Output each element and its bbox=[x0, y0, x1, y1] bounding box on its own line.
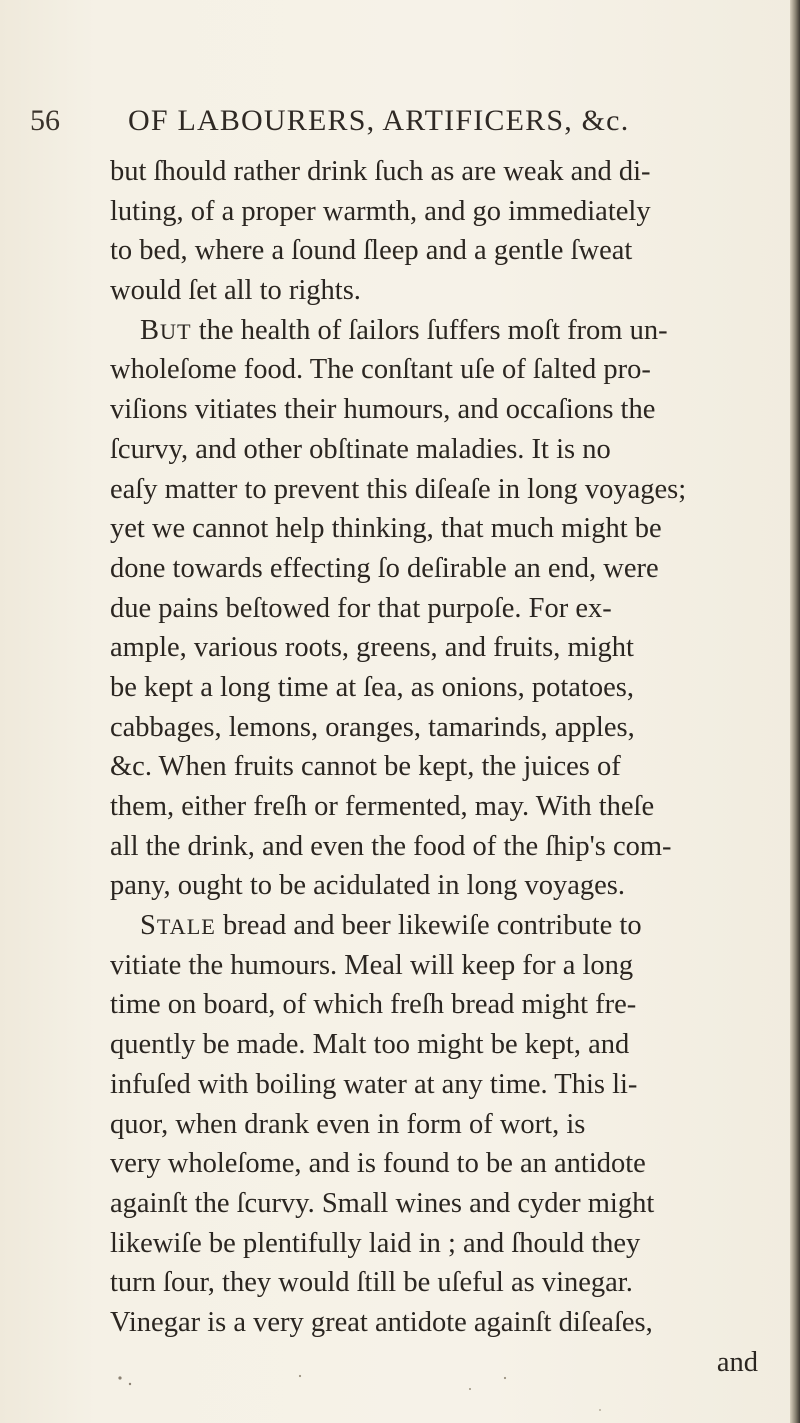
text-line: ample, various roots, greens, and fruits, might bbox=[110, 632, 634, 664]
text-line: cabbages, lemons, oranges, tamarinds, apples, bbox=[110, 711, 635, 743]
paragraph-lead-word bbox=[140, 910, 216, 941]
page-number: 56 bbox=[30, 104, 60, 137]
text-line: pany, ought to be acidulated in long voyages. bbox=[110, 870, 625, 902]
text-line: done towards effecting ſo deſirable an end, were bbox=[110, 552, 659, 584]
text-line: luting, of a proper warmth, and go immediately bbox=[110, 195, 651, 227]
text-line: due pains beſtowed for that purpoſe. For ex- bbox=[110, 592, 612, 624]
text-line: would ſet all to rights. bbox=[110, 275, 361, 307]
lead-small-caps: TALE bbox=[156, 914, 216, 940]
page-edge-shadow bbox=[790, 0, 800, 1423]
text-line: infuſed with boiling water at any time. This li- bbox=[110, 1068, 638, 1100]
text-line: againſt the ſcurvy. Small wines and cyder might bbox=[110, 1187, 655, 1219]
text-line: vitiate the humours. Meal will keep for a long bbox=[110, 949, 634, 981]
text-line: eaſy matter to prevent this diſeaſe in long voyages; bbox=[110, 473, 687, 505]
text-line: very wholeſome, and is found to be an antidote bbox=[110, 1148, 646, 1180]
running-head: OF LABOURERS, ARTIFICERS, &c. bbox=[128, 104, 630, 137]
text-line: quently be made. Malt too might be kept, and bbox=[110, 1029, 630, 1061]
lead-small-caps: UT bbox=[160, 318, 192, 344]
text-line: turn ſour, they would ſtill be uſeful as vinegar. bbox=[110, 1267, 633, 1299]
lead-first-letter: S bbox=[140, 910, 157, 942]
text-line: time on board, of which freſh bread might fre- bbox=[110, 989, 637, 1021]
text-line: be kept a long time at ſea, as onions, potatoes, bbox=[110, 671, 634, 703]
text-line: wholeſome food. The conſtant uſe of ſalted pro- bbox=[110, 354, 651, 386]
text-line: likewiſe be plentifully laid in ; and ſhould they bbox=[110, 1227, 641, 1259]
text-line: but ſhould rather drink ſuch as are weak and di- bbox=[110, 156, 651, 187]
paragraph-start-line bbox=[110, 906, 770, 946]
text-line: all the drink, and even the food of the ſhip's com- bbox=[110, 830, 672, 862]
paragraph-start-line bbox=[110, 311, 770, 351]
page-header bbox=[30, 104, 770, 146]
text-line: quor, when drank even in form of wort, is bbox=[110, 1108, 586, 1140]
text-line: viſions vitiates their humours, and occaſions the bbox=[110, 394, 656, 426]
text-line: &c. When fruits cannot be kept, the juices of bbox=[110, 751, 621, 783]
body-text bbox=[110, 152, 770, 1382]
lead-first-letter: B bbox=[140, 314, 161, 346]
text-line: to bed, where a ſound ſleep and a gentle ſweat bbox=[110, 235, 633, 267]
text-line: ſcurvy, and other obſtinate maladies. It is no bbox=[110, 433, 611, 465]
text-line: yet we cannot help thinking, that much might be bbox=[110, 513, 662, 545]
text-line: the health of ſailors ſuffers moſt from un- bbox=[198, 314, 668, 346]
text-line: them, either freſh or fermented, may. With theſe bbox=[110, 791, 655, 822]
catchword: and bbox=[716, 1346, 758, 1378]
text-line: bread and beer likewiſe contribute to bbox=[222, 910, 642, 942]
paragraph-lead-word bbox=[140, 315, 192, 346]
text-line: Vinegar is a very great antidote againſt diſeaſes, bbox=[110, 1306, 653, 1338]
